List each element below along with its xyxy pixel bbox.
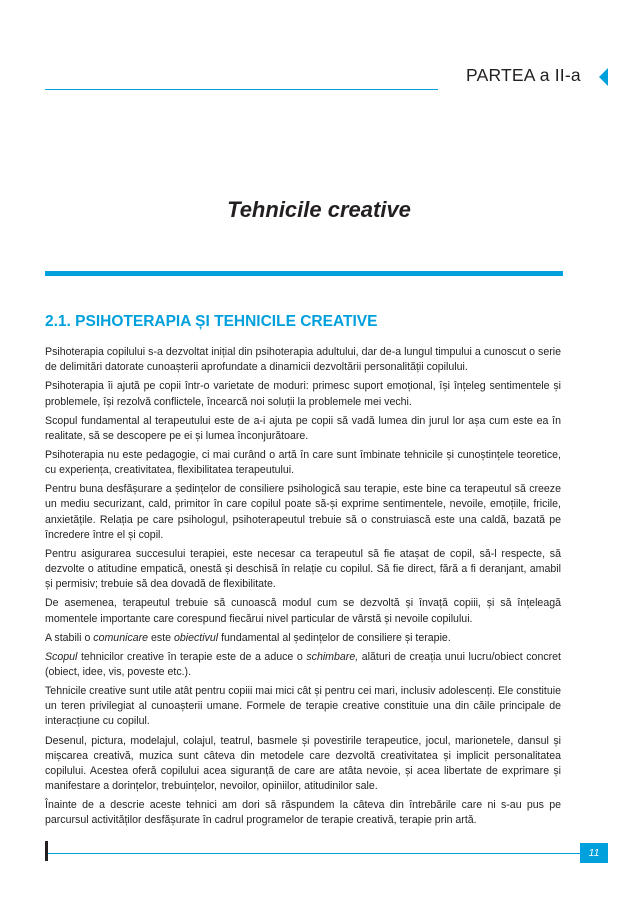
paragraph: Pentru buna desfășurare a ședințelor de consiliere psihologică sau terapie, este bine ca terapeutul să creeze un mediu securizant, cald, primitor în care copilul poate să-și exprime sentimentele, nevoile, emoțiile, fricile, anxietățile. Relația pe care psihologul, psihoterapeutul trebuie să o construiască este una caldă, bazată pe încredere între el și copil. [45, 483, 561, 541]
body-text [45, 345, 561, 833]
paragraph: Psihoterapia copilului s-a dezvoltat inițial din psihoterapia adultului, dar de-a lungul timpului a cunoscut o serie de delimitări datorate cunoașterii aprofundate a dinamicii dezvoltării personalității copilului. [45, 346, 561, 374]
paragraph: Pentru asigurarea succesului terapiei, este necesar ca terapeutul să fie atașat de copil, să-l respecte, să dezvolte o atitudine empatică, onestă și deschisă în relație cu copilul. Să fie direct, fără a fi deranjant, amabil și permisiv; trebuie să dea dovadă de flexibilitate. [45, 547, 561, 591]
title-rule [45, 271, 563, 276]
paragraph: Desenul, pictura, modelajul, colajul, teatrul, basmele și povestirile terapeutice, jocul, marionetele, dansul și mișcarea creativă, muzica sunt câteva din metodele care dezvoltă creativitatea și implicit personalitatea copilului. Acestea oferă copilului acea siguranță de care are atâta nevoie, și acea libertate de exprimare și manifestare a dorințelor, trebuințelor, nevoilor, opiniilor, atitudinilor sale. [45, 734, 561, 793]
part-label: PARTEA a II-a [466, 65, 581, 85]
emphasis: schimbare, [306, 650, 359, 663]
footer-rule [48, 853, 580, 854]
paragraph: De asemenea, terapeutul trebuie să cunoască modul cum se dezvoltă și învață copiii, și să înțeleagă momentele importante care corespund fiecărui nivel particular de vârstă și nevoile copilului. [45, 597, 561, 625]
text-run: este [148, 631, 174, 644]
paragraph: Psihoterapia nu este pedagogie, ci mai curând o artă în care sunt îmbinate tehnicile și cunoștințele teoretice, cu experiența, creativitatea, flexibilitatea terapeutului. [45, 448, 561, 477]
text-run: fundamental al ședințelor de consiliere și terapie. [218, 631, 451, 644]
text-run: A stabili o [45, 631, 94, 644]
paragraph: Înainte de a descrie aceste tehnici am dori să răspundem la câteva din întrebările care ni s-au pus pe parcursul activităților desfășurate în cadrul programelor de terapie creativă, terapie prin artă. [45, 799, 561, 827]
page-number: 11 [580, 843, 608, 863]
footer-mark [45, 841, 48, 861]
triangle-left-icon [599, 68, 608, 86]
emphasis: Scopul [45, 650, 78, 663]
section-heading: 2.1. PSIHOTERAPIA ȘI TEHNICILE CREATIVE [45, 313, 378, 330]
header-rule [45, 89, 438, 90]
paragraph: Psihoterapia îi ajută pe copii într-o varietate de moduri: primesc suport emoțional, își înțeleg sentimentele și problemele, își rezolvă conflictele, încearcă noi soluții la problemele mei vechi. [45, 380, 561, 408]
paragraph: Scopul fundamental al terapeutului este de a-i ajuta pe copii să vadă lumea din jurul lor așa cum este ea în realitate, să se descopere pe ei și lumea înconjurătoare. [45, 414, 561, 442]
paragraph: Tehnicile creative sunt utile atât pentru copiii mai mici cât și pentru cei mari, inclusiv adolescenți. Ele constituie un teren privilegiat al cunoașterii umane. Formele de terapie creative constituie una din căile principale de interacțiune cu copilul. [45, 685, 561, 728]
emphasis: obiectivul [173, 631, 219, 644]
text-run: tehnicilor creative în terapie este de a aduce o [77, 650, 307, 663]
text-run: alături de creația unui lucru/obiect concret (obiect, idee, vis, poveste etc.). [45, 650, 561, 678]
emphasis: comunicare [93, 631, 149, 644]
paragraph [45, 631, 561, 646]
paragraph [45, 650, 561, 680]
chapter-title: Tehnicile creative [227, 197, 411, 222]
